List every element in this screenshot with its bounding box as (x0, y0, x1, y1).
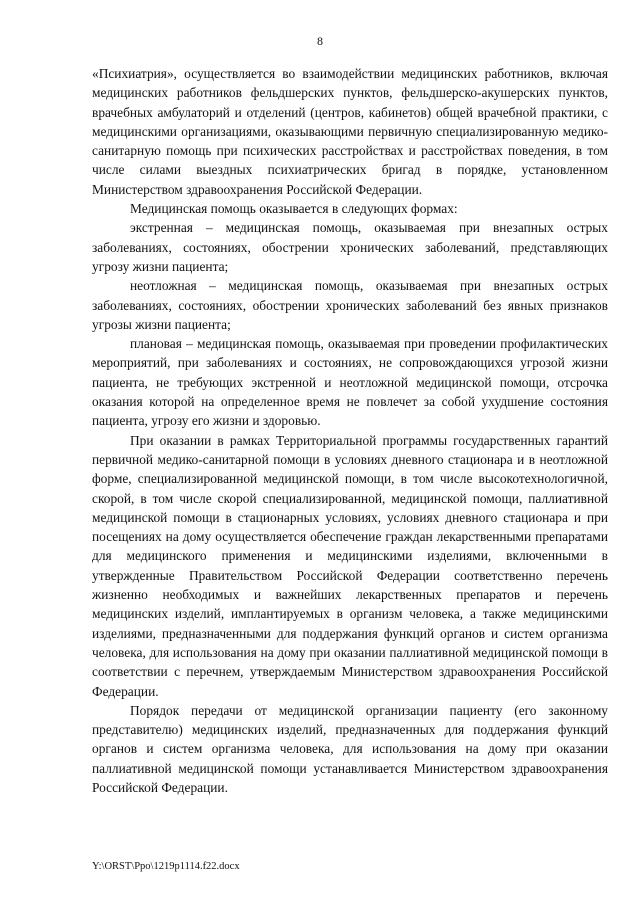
document-body (92, 64, 608, 797)
paragraph-medication-provision: При оказании в рамках Территориальной программы государственных гарантий первичной медико-санитарной помощи в условиях дневного стационара и в неотложной форме, специализированной медицинской помощи, в том числе высокотехнологичной, скорой, в том числе скорой специализированной, медицинской помощи, паллиативной медицинской помощи в стационарных условиях, условиях дневного стационара и при посещениях на дому осуществляется обеспечение граждан лекарственными препаратами для медицинского применения и медицинскими изделиями, включенными в утвержденные Правительством Российской Федерации соответственно перечень жизненно необходимых и важнейших лекарственных препаратов и перечень медицинских изделий, имплантируемых в организм человека, а также медицинскими изделиями, предназначенными для поддержания функций органов и систем организма человека, для использования на дому при оказании паллиативной медицинской помощи в соответствии с перечнем, утверждаемым Министерством здравоохранения Российской Федерации. (92, 432, 608, 699)
page-number: 8 (317, 34, 323, 48)
paragraph-device-transfer-order: Порядок передачи от медицинской организации пациенту (его законному представителю) медицинских изделий, предназначенных для поддержания функций органов и систем организма человека, для использования на дому при оказании паллиативной медицинской помощи устанавливается Министерством здравоохранения Российской Федерации. (92, 702, 608, 795)
paragraph-emergency-form: экстренная – медицинская помощь, оказываемая при внезапных острых заболеваниях, состояниях, обострении хронических заболеваний, представляющих угрозу жизни пациента; (92, 220, 608, 274)
footer-file-path: Y:\ORST\Ppo\1219p1114.f22.docx (92, 861, 240, 872)
paragraph-urgent-form: неотложная – медицинская помощь, оказываемая при внезапных острых заболеваниях, состояниях, обострении хронических заболеваний без явных признаков угрозы жизни пациента; (92, 278, 608, 332)
paragraph-planned-form: плановая – медицинская помощь, оказываемая при проведении профилактических мероприятий, при заболеваниях и состояниях, не сопровождающихся угрозой жизни пациента, не требующих экстренной и неотложной медицинской помощи, отсрочка оказания которой на определенное время не повлечет за собой ухудшение состояния пациента, угрозу его жизни и здоровью. (92, 336, 608, 429)
paragraph-forms-intro: Медицинская помощь оказывается в следующих формах: (130, 201, 458, 217)
paragraph-psychiatry-interaction: «Психиатрия», осуществляется во взаимодействии медицинских работников, включая медицинских работников фельдшерских пунктов, фельдшерско-акушерских пунктов, врачебных амбулаторий и отделений (центров, кабинетов) общей врачебной практики, с медицинскими организациями, оказывающими первичную специализированную медико-санитарную помощь при психических расстройствах и расстройствах поведения, в том числе силами выездных психиатрических бригад в порядке, установленном Министерством здравоохранения Российской Федерации. (92, 66, 608, 197)
